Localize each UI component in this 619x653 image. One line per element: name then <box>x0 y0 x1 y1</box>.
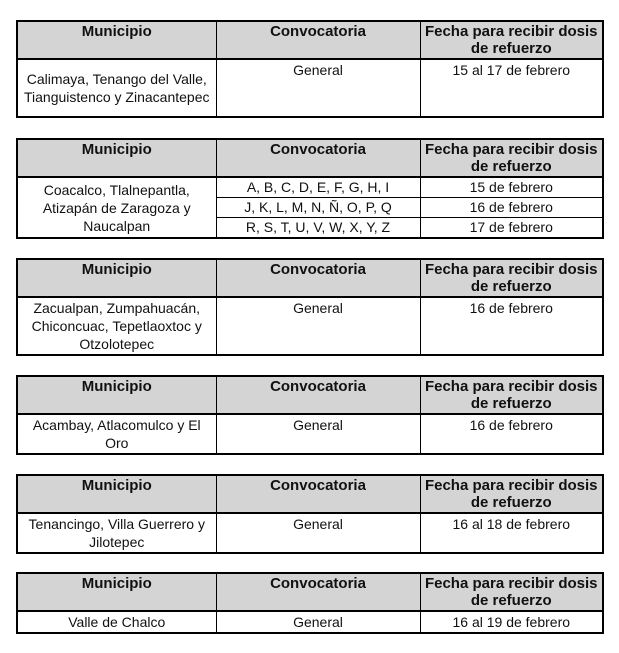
header-row <box>17 376 603 414</box>
fecha-cell: 16 de febrero <box>420 297 603 355</box>
convocatoria-cell: General <box>216 414 420 454</box>
table-row <box>17 414 603 454</box>
convocatoria-cell: A, B, C, D, E, F, G, H, I <box>216 177 420 198</box>
header-convocatoria: Convocatoria <box>216 376 420 414</box>
fecha-cell: 15 al 17 de febrero <box>420 59 603 117</box>
fecha-cell: 16 al 18 de febrero <box>420 513 603 553</box>
table-row <box>17 513 603 553</box>
header-fecha: Fecha para recibir dosis de refuerzo <box>420 376 603 414</box>
header-municipio: Municipio <box>17 139 216 177</box>
header-convocatoria: Convocatoria <box>216 573 420 611</box>
table-row <box>17 177 603 198</box>
municipio-cell: Tenancingo, Villa Guerrero y Jilotepec <box>17 513 216 553</box>
header-fecha: Fecha para recibir dosis de refuerzo <box>420 475 603 513</box>
municipio-cell: Coacalco, Tlalnepantla, Atizapán de Zaragoza y Naucalpan <box>17 177 216 238</box>
schedule-table <box>16 138 604 239</box>
schedule-table <box>16 258 604 356</box>
convocatoria-cell: General <box>216 297 420 355</box>
table-row <box>17 611 603 633</box>
fecha-cell: 16 de febrero <box>420 198 603 218</box>
header-row <box>17 259 603 297</box>
table-row <box>17 59 603 117</box>
schedule-table <box>16 375 604 455</box>
header-row <box>17 21 603 59</box>
convocatoria-cell: General <box>216 611 420 633</box>
header-convocatoria: Convocatoria <box>216 475 420 513</box>
fecha-cell: 17 de febrero <box>420 218 603 239</box>
municipio-cell: Calimaya, Tenango del Valle, Tianguistenco y Zinacantepec <box>17 59 216 117</box>
header-convocatoria: Convocatoria <box>216 259 420 297</box>
header-row <box>17 475 603 513</box>
header-convocatoria: Convocatoria <box>216 21 420 59</box>
schedule-table <box>16 474 604 554</box>
schedule-table <box>16 572 604 634</box>
header-municipio: Municipio <box>17 573 216 611</box>
header-fecha: Fecha para recibir dosis de refuerzo <box>420 259 603 297</box>
fecha-cell: 16 de febrero <box>420 414 603 454</box>
header-row <box>17 573 603 611</box>
fecha-cell: 15 de febrero <box>420 177 603 198</box>
header-fecha: Fecha para recibir dosis de refuerzo <box>420 139 603 177</box>
table-row <box>17 297 603 355</box>
schedule-table <box>16 20 604 118</box>
header-row <box>17 139 603 177</box>
header-convocatoria: Convocatoria <box>216 139 420 177</box>
header-municipio: Municipio <box>17 376 216 414</box>
municipio-cell: Acambay, Atlacomulco y El Oro <box>17 414 216 454</box>
fecha-cell: 16 al 19 de febrero <box>420 611 603 633</box>
header-municipio: Municipio <box>17 21 216 59</box>
header-fecha: Fecha para recibir dosis de refuerzo <box>420 573 603 611</box>
convocatoria-cell: J, K, L, M, N, Ñ, O, P, Q <box>216 198 420 218</box>
municipio-cell: Zacualpan, Zumpahuacán, Chiconcuac, Tepetlaoxtoc y Otzolotepec <box>17 297 216 355</box>
convocatoria-cell: R, S, T, U, V, W, X, Y, Z <box>216 218 420 239</box>
municipio-cell: Valle de Chalco <box>17 611 216 633</box>
header-municipio: Municipio <box>17 475 216 513</box>
convocatoria-cell: General <box>216 513 420 553</box>
convocatoria-cell: General <box>216 59 420 117</box>
header-municipio: Municipio <box>17 259 216 297</box>
header-fecha: Fecha para recibir dosis de refuerzo <box>420 21 603 59</box>
